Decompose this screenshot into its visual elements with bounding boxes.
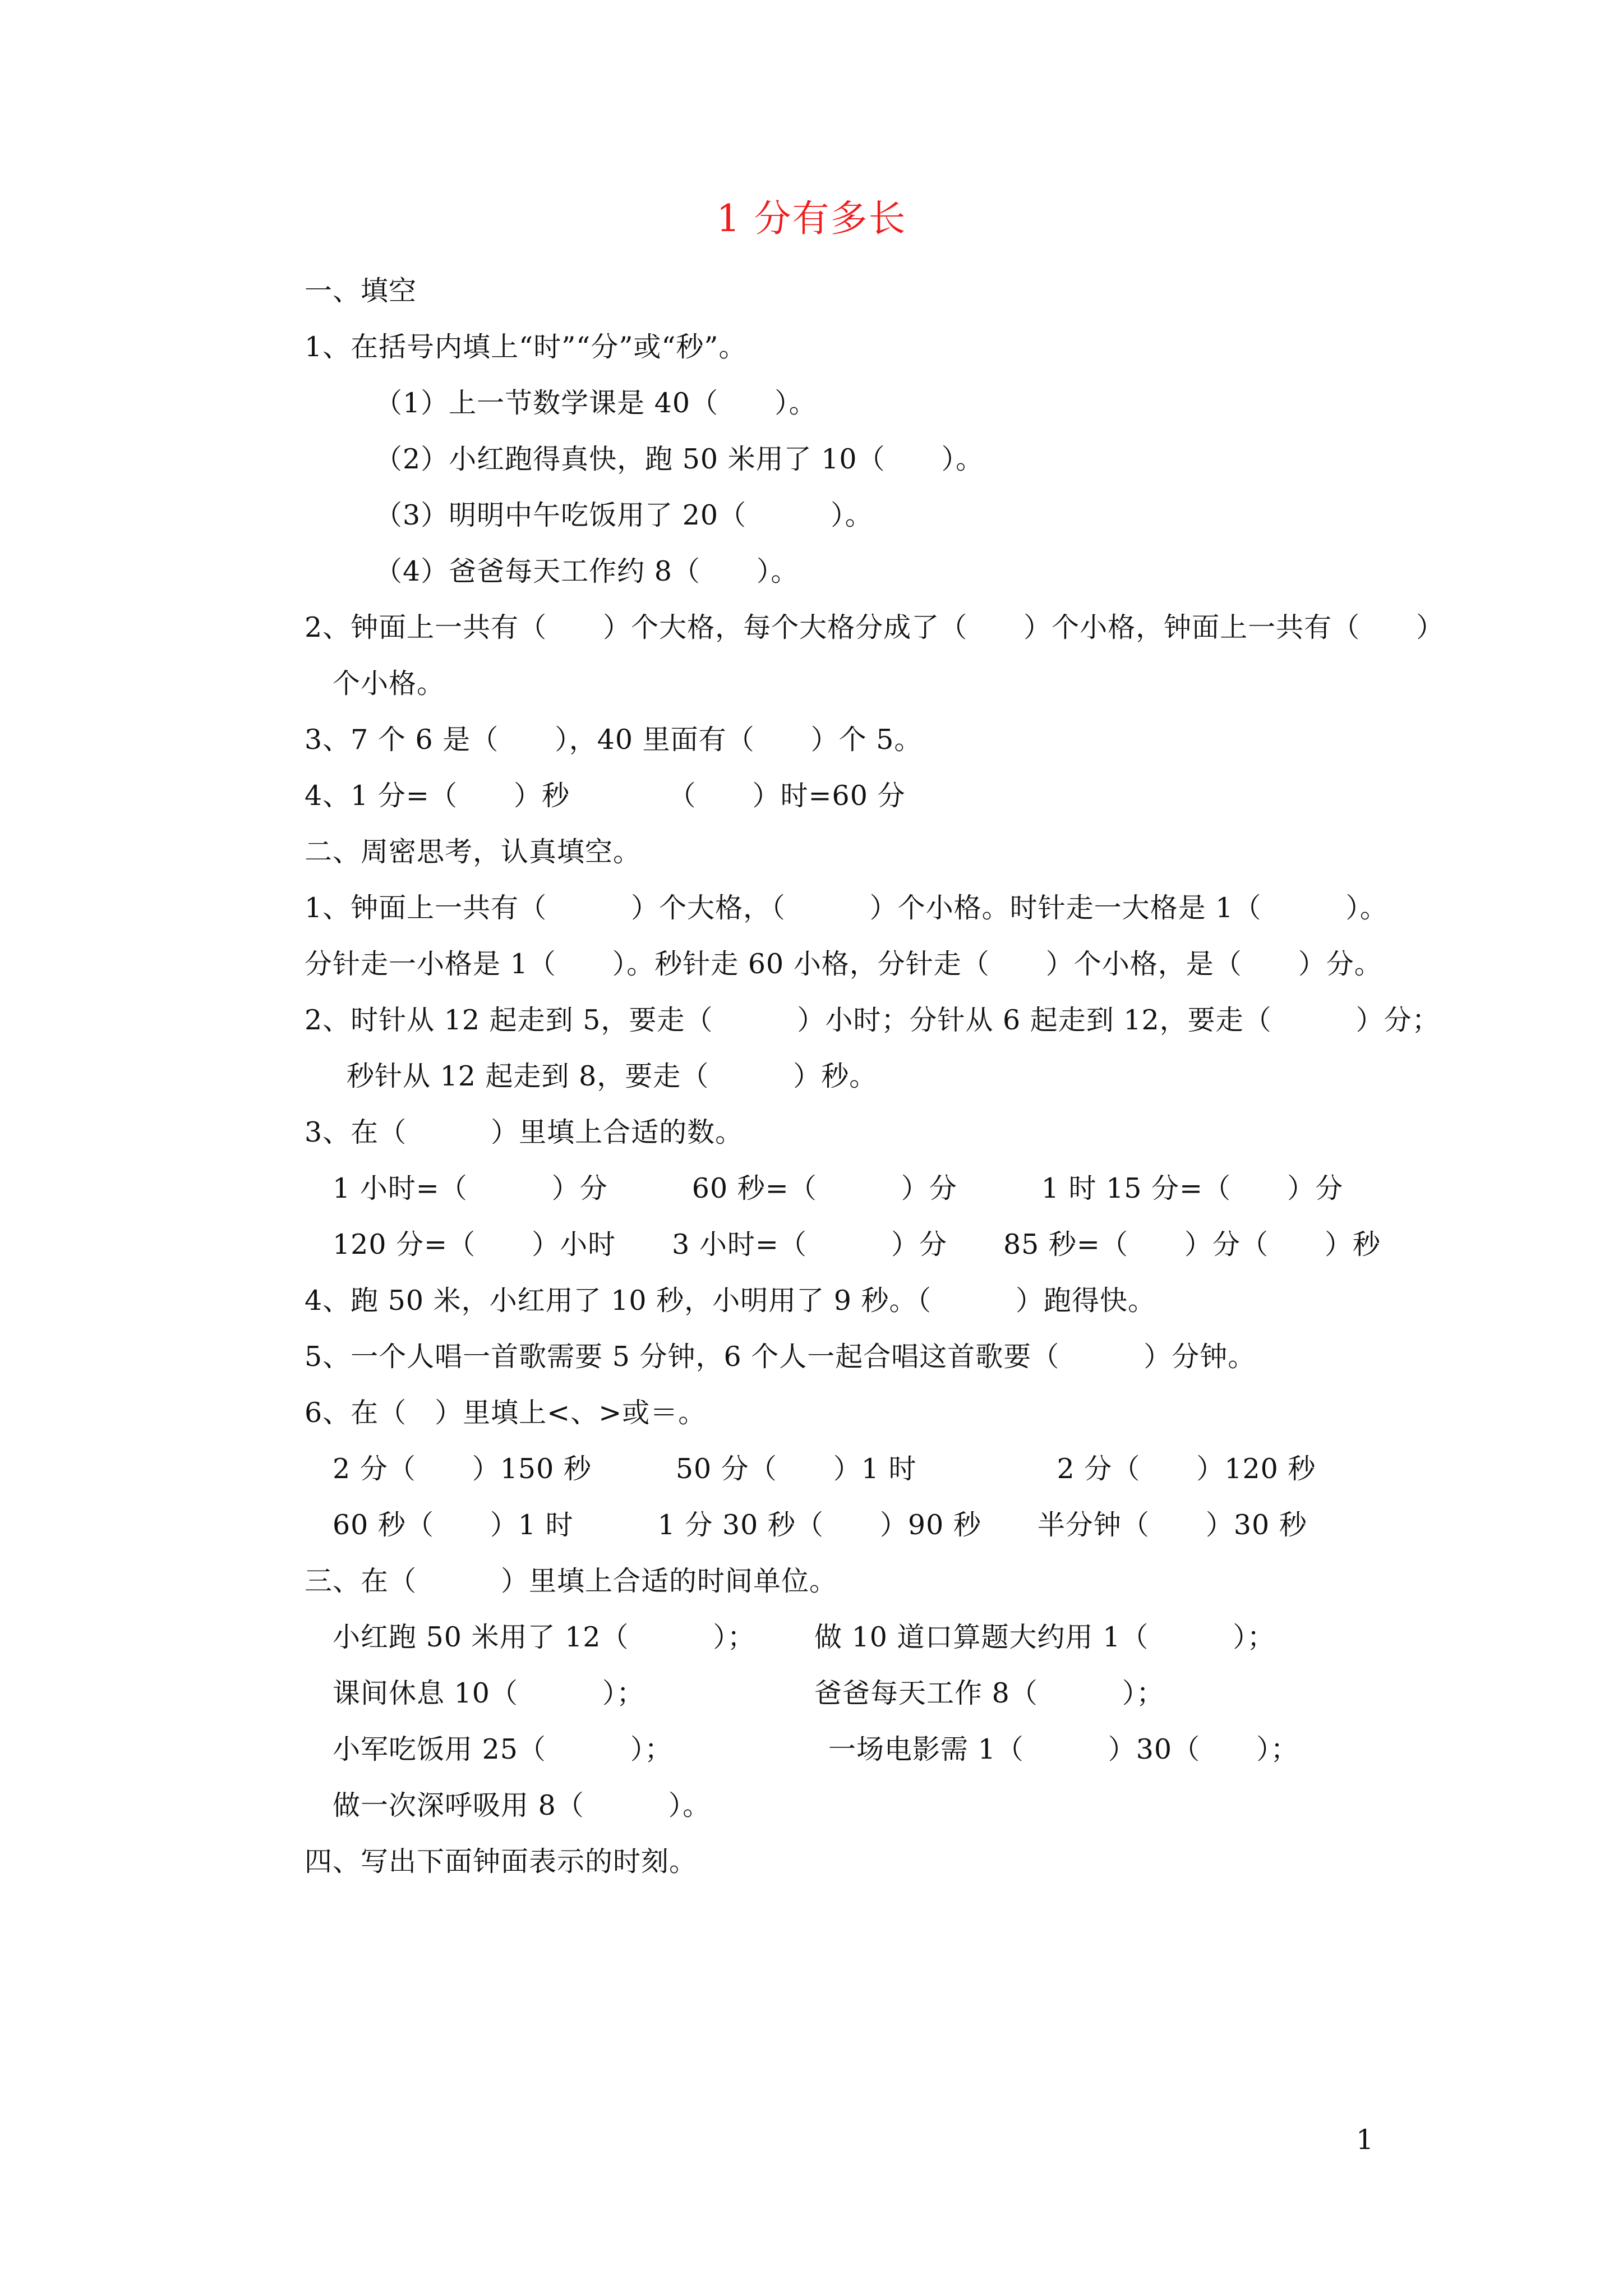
section2-q6-row2: 60 秒（ ）1 时 1 分 30 秒（ ）90 秒 半分钟（ ）30 秒 [333, 1509, 1307, 1541]
section1-q2-line2: 个小格。 [333, 668, 445, 700]
section1-q1-item-2: （2）小红跑得真快，跑 50 米用了 10（ ）。 [375, 443, 984, 475]
section2-q3-row2: 120 分=（ ）小时 3 小时=（ ）分 85 秒=（ ）分（ ）秒 [333, 1228, 1381, 1260]
section3-row2-left: 课间休息 10（ ）； [333, 1677, 645, 1709]
worksheet-title: 1 分有多长 [716, 197, 907, 240]
section3-row1-right: 做 10 道口算题大约用 1（ ）； [814, 1621, 1275, 1653]
section4-heading: 四、写出下面钟面表示的时刻。 [305, 1846, 698, 1878]
section3-row4-left: 做一次深呼吸用 8（ ）。 [333, 1789, 711, 1821]
section2-q1-line1: 1、钟面上一共有（ ）个大格，（ ）个小格。时针走一大格是 1（ ）。 [305, 892, 1388, 924]
section2-q6-stem: 6、在（ ）里填上<、>或＝。 [305, 1397, 707, 1429]
section1-q2-line1: 2、钟面上一共有（ ）个大格，每个大格分成了（ ）个小格，钟面上一共有（ ） [305, 611, 1445, 643]
section2-q6-row1: 2 分（ ）150 秒 50 分（ ）1 时 2 分（ ）120 秒 [333, 1453, 1316, 1485]
section1-q1-item-1: （1）上一节数学课是 40（ ）。 [375, 387, 817, 419]
section3-row1-left: 小红跑 50 米用了 12（ ）； [333, 1621, 755, 1653]
section2-q3-row1: 1 小时=（ ）分 60 秒=（ ）分 1 时 15 分=（ ）分 [333, 1172, 1344, 1204]
section1-q1-item-3: （3）明明中午吃饭用了 20（ ）。 [375, 499, 873, 531]
section1-q4: 4、1 分=（ ）秒 （ ）时=60 分 [305, 780, 906, 812]
section2-q2-line1: 2、时针从 12 起走到 5，要走（ ）小时；分针从 6 起走到 12，要走（ ）分； [305, 1004, 1440, 1036]
section2-q1-line2: 分针走一小格是 1（ ）。秒针走 60 小格，分针走（ ）个小格，是（ ）分。 [305, 948, 1382, 980]
page-number: 1 [1356, 2124, 1374, 2156]
section3-heading: 三、在（ ）里填上合适的时间单位。 [305, 1565, 838, 1597]
section2-q2-line2: 秒针从 12 起走到 8，要走（ ）秒。 [347, 1060, 878, 1092]
section1-q1-stem: 1、在括号内填上“时”“分”或“秒”。 [305, 331, 747, 363]
section3-row3-left: 小军吃饭用 25（ ）； [333, 1733, 673, 1765]
section1-q1-item-4: （4）爸爸每天工作约 8（ ）。 [375, 555, 799, 587]
section2-q4: 4、跑 50 米，小红用了 10 秒，小明用了 9 秒。（ ）跑得快。 [305, 1285, 1156, 1317]
section2-heading: 二、周密思考，认真填空。 [305, 836, 642, 868]
section1-heading: 一、填空 [305, 275, 417, 307]
section1-q3: 3、7 个 6 是（ ），40 里面有（ ）个 5。 [305, 724, 923, 756]
section3-row2-right: 爸爸每天工作 8（ ）； [814, 1677, 1165, 1709]
section2-q5: 5、一个人唱一首歌需要 5 分钟，6 个人一起合唱这首歌要（ ）分钟。 [305, 1341, 1256, 1373]
section3-row3-right: 一场电影需 1（ ）30（ ）； [828, 1733, 1299, 1765]
section2-q3-stem: 3、在（ ）里填上合适的数。 [305, 1116, 744, 1148]
